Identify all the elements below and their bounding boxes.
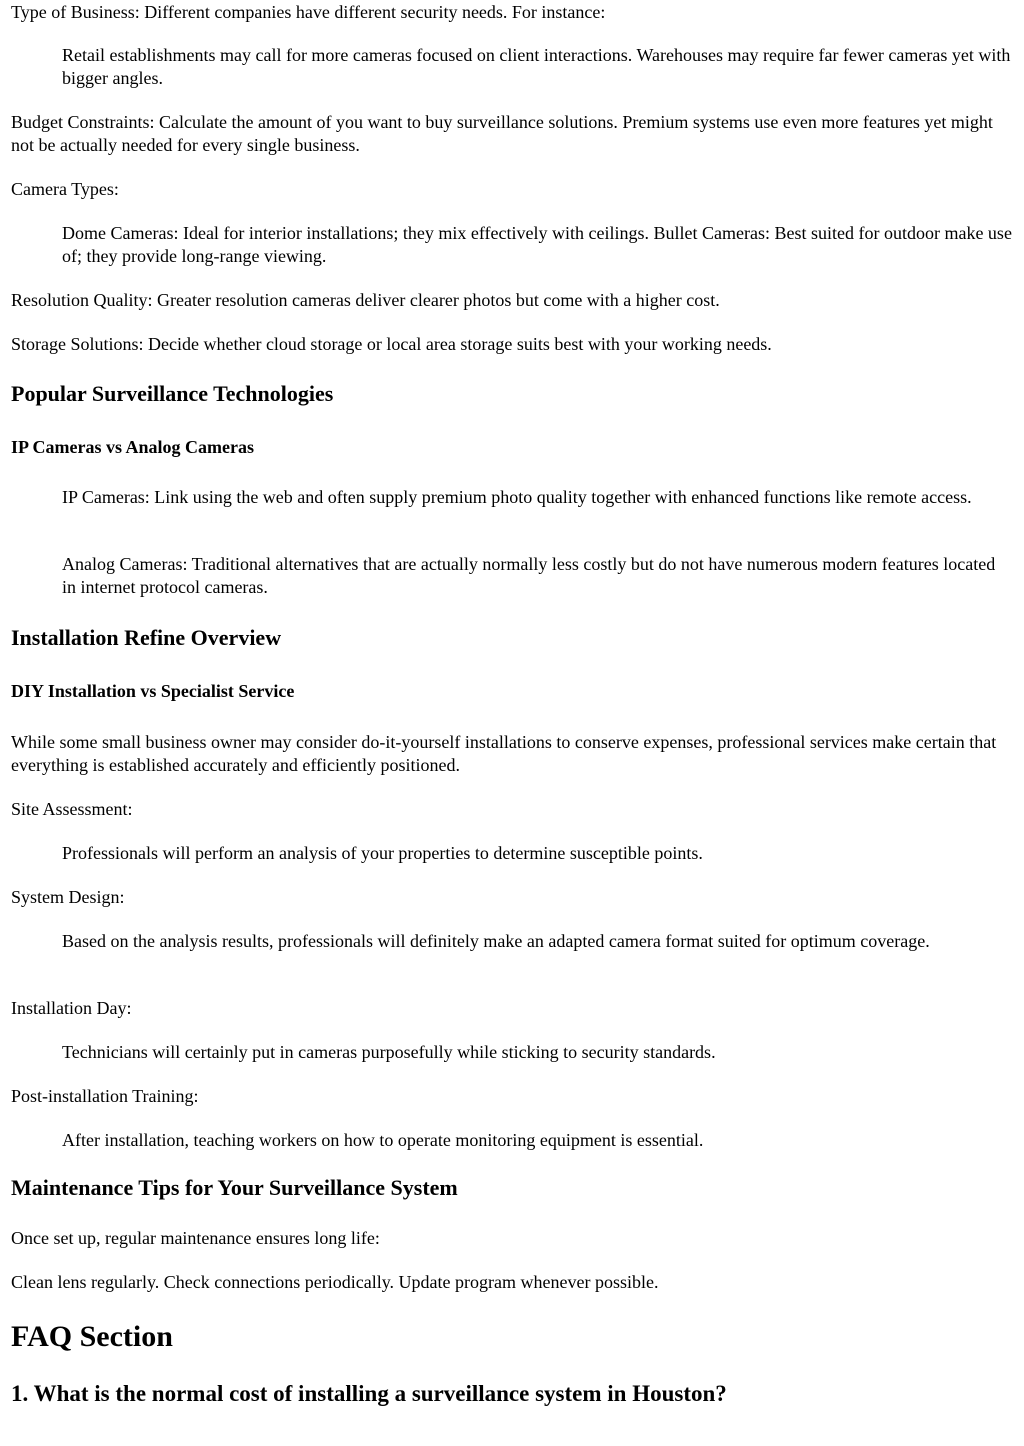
business-type-paragraph: Type of Business: Different companies have different security needs. For instance: bbox=[11, 2, 606, 22]
ip-cameras-paragraph: IP Cameras: Link using the web and often supply premium photo quality together with enhanced functions like remote access. bbox=[62, 487, 972, 507]
installation-day-label: Installation Day: bbox=[11, 998, 132, 1018]
maintenance-tips-paragraph: Clean lens regularly. Check connections periodically. Update program whenever possible. bbox=[11, 1272, 659, 1292]
diy-paragraph: While some small business owner may consider do-it-yourself installations to conserve expenses, professional services make certain that everything is established accurately and efficiently positioned. bbox=[11, 732, 997, 775]
storage-paragraph: Storage Solutions: Decide whether cloud storage or local area storage suits best with your working needs. bbox=[11, 334, 772, 354]
site-assessment-label: Site Assessment: bbox=[11, 799, 133, 819]
installation-day-paragraph: Technicians will certainly put in cameras purposefully while sticking to security standards. bbox=[62, 1042, 716, 1062]
retail-warehouse-paragraph: Retail establishments may call for more cameras focused on client interactions. Warehouses may require far fewer cameras yet with bigger angles. bbox=[62, 45, 1011, 88]
maintenance-intro-paragraph: Once set up, regular maintenance ensures long life: bbox=[11, 1228, 380, 1248]
post-installation-paragraph: After installation, teaching workers on how to operate monitoring equipment is essential. bbox=[62, 1130, 704, 1150]
faq-heading: FAQ Section bbox=[11, 1320, 173, 1353]
system-design-label: System Design: bbox=[11, 887, 125, 907]
ip-vs-analog-heading: IP Cameras vs Analog Cameras bbox=[11, 437, 254, 457]
faq-question-1: 1. What is the normal cost of installing a surveillance system in Houston? bbox=[11, 1381, 727, 1406]
installation-overview-heading: Installation Refine Overview bbox=[11, 625, 282, 650]
popular-technologies-heading: Popular Surveillance Technologies bbox=[11, 381, 334, 406]
analog-cameras-paragraph: Analog Cameras: Traditional alternatives that are actually normally less costly but do not have numerous modern features located in internet protocol cameras. bbox=[62, 554, 996, 597]
budget-paragraph: Budget Constraints: Calculate the amount of you want to buy surveillance solutions. Premium systems use even more features yet might not be actually needed for every single business. bbox=[11, 112, 993, 155]
resolution-paragraph: Resolution Quality: Greater resolution cameras deliver clearer photos but come with a higher cost. bbox=[11, 290, 720, 310]
site-assessment-paragraph: Professionals will perform an analysis of your properties to determine susceptible points. bbox=[62, 843, 703, 863]
dome-bullet-paragraph: Dome Cameras: Ideal for interior installations; they mix effectively with ceilings. Bullet Cameras: Best suited for outdoor make use of; they provide long-range viewing. bbox=[62, 223, 1012, 266]
post-installation-label: Post-installation Training: bbox=[11, 1086, 199, 1106]
camera-types-label: Camera Types: bbox=[11, 179, 119, 199]
system-design-paragraph: Based on the analysis results, professionals will definitely make an adapted camera format suited for optimum coverage. bbox=[62, 931, 930, 951]
maintenance-heading: Maintenance Tips for Your Surveillance System bbox=[11, 1175, 458, 1200]
diy-vs-specialist-heading: DIY Installation vs Specialist Service bbox=[11, 681, 295, 701]
